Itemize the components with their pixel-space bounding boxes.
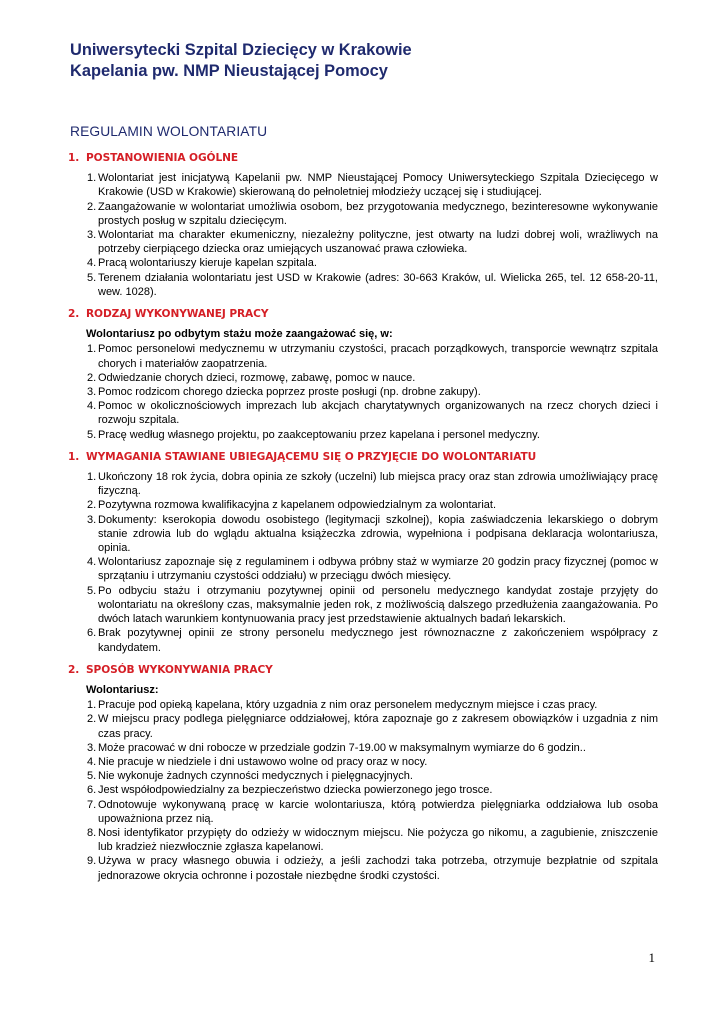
header-line-1: Uniwersytecki Szpital Dziecięcy w Krakowie — [70, 41, 412, 59]
list-item-number: 6. — [87, 784, 97, 797]
list-item — [68, 798, 658, 826]
list-item — [68, 200, 658, 228]
list-item — [68, 470, 658, 498]
section-number: 1. — [68, 152, 80, 164]
header-line-2: Kapelania pw. NMP Nieustającej Pomocy — [70, 62, 388, 80]
list-item-number: 3. — [87, 229, 97, 242]
list-item-text: Pracą wolontariuszy kieruje kapelan szpitala. — [98, 257, 317, 270]
list-item-text: Po odbyciu stażu i otrzymaniu pozytywnej opinii od personelu medycznego kandydat zostaje przyjęty do wolontariatu na określony czas, maksymalnie jeden rok, z możliwością dalszego przedłużenia zaangażowania. Po dwóch latach warunkiem kontynuowania pracy jest przedstawienie aktualnych badań lekarskich. — [98, 584, 658, 626]
section-heading-text: SPOSÓB WYKONYWANIA PRACY — [86, 663, 273, 676]
list-item — [68, 555, 658, 583]
list-item — [68, 171, 658, 199]
list-item-number: 5. — [87, 428, 97, 441]
section-heading-text: WYMAGANIA STAWIANE UBIEGAJĄCEMU SIĘ O PRZYJĘCIE DO WOLONTARIATU — [86, 450, 537, 463]
list-item-number: 2. — [87, 371, 97, 384]
list-item — [68, 783, 658, 797]
list-item-text: Pomoc w okolicznościowych imprezach lub akcjach charytatywnych organizowanych na rzecz chorych dzieci i rozwoju szpitala. — [98, 400, 658, 427]
list-item-number: 1. — [87, 172, 97, 185]
list-item-number: 1. — [87, 471, 97, 484]
list-item — [68, 256, 658, 270]
list-item — [68, 428, 658, 442]
list-item-number: 5. — [87, 584, 97, 597]
list-item — [68, 741, 658, 755]
list-item-text: Nie wykonuje żadnych czynności medycznych i pielęgnacyjnych. — [98, 770, 413, 783]
list-item-number: 2. — [87, 713, 97, 726]
list-item-text: Odnotowuje wykonywaną pracę w karcie wolontariusza, którą potwierdza pielęgniarka oddziałowa lub osoba upoważniona przez nią. — [98, 798, 658, 825]
list-item-number: 3. — [87, 741, 97, 754]
section-list — [68, 342, 658, 441]
section-heading-text: POSTANOWIENIA OGÓLNE — [86, 152, 238, 164]
list-item-text: Brak pozytywnej opinii ze strony personelu medycznego jest równoznaczne z zakończeniem współpracy z kandydatem. — [98, 627, 658, 654]
list-item — [68, 399, 658, 427]
list-item — [68, 385, 658, 399]
section-heading-text: RODZAJ WYKONYWANEJ PRACY — [86, 308, 269, 321]
section-heading — [68, 151, 658, 165]
list-item-number: 7. — [87, 798, 97, 811]
list-item-number: 3. — [87, 386, 97, 399]
list-item-number: 1. — [87, 699, 97, 712]
section-heading — [68, 307, 658, 321]
list-item-text: W miejscu pracy podlega pielęgniarce oddziałowej, która zapoznaje go z zakresem obowiązków i uzgadnia z nim czas pracy. — [98, 713, 658, 740]
list-item-text: Pozytywna rozmowa kwalifikacyjna z kapelanem odpowiedzialnym za wolontariat. — [98, 499, 497, 512]
section-heading — [68, 450, 658, 464]
list-item — [68, 712, 658, 740]
document-body — [68, 151, 658, 891]
list-item-text: Odwiedzanie chorych dzieci, rozmowę, zabawę, pomoc w nauce. — [98, 371, 416, 384]
list-item — [68, 371, 658, 385]
section-list — [68, 470, 658, 655]
list-item-number: 3. — [87, 513, 97, 526]
section-list — [68, 698, 658, 883]
list-item — [68, 342, 658, 370]
list-item-text: Wolontariat jest inicjatywą Kapelanii pw. NMP Nieustającej Pomocy Uniwersyteckiego Szpitala Dziecięcego w Krakowie (USD w Krakowie) skierowaną do pełnoletniej młodzieży uczącej się i studiującej. — [98, 172, 658, 199]
section-number: 2. — [68, 308, 80, 321]
section-lead: Wolontariusz: — [86, 683, 159, 696]
list-item-number: 5. — [87, 271, 97, 284]
list-item-number: 2. — [87, 200, 97, 213]
document-title: REGULAMIN WOLONTARIATU — [70, 124, 268, 139]
list-item-text: Pracuje pod opieką kapelana, który uzgadnia z nim oraz personelem medycznym miejsce i czas pracy. — [98, 699, 598, 712]
list-item-text: Wolontariusz zapoznaje się z regulaminem i odbywa próbny staż w wymiarze 20 godzin pracy fizycznej (pomoc w sprzątaniu i utrzymaniu czystości oddziału) w przeciągu dwóch miesięcy. — [98, 556, 658, 583]
list-item-number: 2. — [87, 499, 97, 512]
list-item-text: Jest współodpowiedzialny za bezpieczeństwo dziecka powierzonego jego trosce. — [98, 784, 493, 797]
list-item-number: 8. — [87, 826, 97, 839]
list-item — [68, 854, 658, 882]
list-item-text: Zaangażowanie w wolontariat umożliwia osobom, bez przygotowania medycznego, bezinteresowne wykonywanie prostych posług w szpitalu dziecięcym. — [98, 200, 658, 227]
list-item — [68, 826, 658, 854]
list-item-text: Terenem działania wolontariatu jest USD w Krakowie (adres: 30-663 Kraków, ul. Wielicka 265, tel. 12 658-20-11, wew. 1028). — [98, 271, 658, 298]
section-number: 2. — [68, 663, 80, 676]
section-heading — [68, 663, 658, 677]
list-item — [68, 698, 658, 712]
document-header — [70, 40, 412, 82]
list-item — [68, 513, 658, 556]
page-number: 1 — [648, 950, 655, 965]
list-item — [68, 584, 658, 627]
list-item-text: Pomoc rodzicom chorego dziecka poprzez proste posługi (np. drobne zakupy). — [98, 386, 481, 399]
list-item-text: Może pracować w dni robocze w przedziale godzin 7-19.00 w maksymalnym wymiarze do 6 godzin.. — [98, 741, 586, 754]
list-item-text: Pracę według własnego projektu, po zaakceptowaniu przez kapelana i personel medyczny. — [98, 428, 540, 441]
list-item-text: Ukończony 18 rok życia, dobra opinia ze szkoły (uczelni) lub miejsca pracy oraz stan zdrowia umożliwiający pracę fizyczną. — [98, 471, 658, 498]
list-item-number: 4. — [87, 257, 97, 270]
list-item — [68, 228, 658, 256]
list-item — [68, 498, 658, 512]
list-item — [68, 769, 658, 783]
list-item-text: Używa w pracy własnego obuwia i odzieży, a jeśli zachodzi taka potrzeba, otrzymuje bezpłatnie od szpitala jednorazowe okrycia ochronne i pozostałe niezbędne środki czystości. — [98, 855, 658, 882]
list-item-text: Dokumenty: kserokopia dowodu osobistego (legitymacji szkolnej), kopia zaświadczenia lekarskiego o dobrym stanie zdrowia lub do wglądu aktualna książeczka zdrowia, wypełniona i podpisana deklaracja wolontariusza, opinia. — [98, 513, 658, 555]
list-item-number: 4. — [87, 755, 97, 768]
list-item-text: Pomoc personelowi medycznemu w utrzymaniu czystości, pracach porządkowych, transporcie wewnątrz szpitala chorych i materiałów zaopatrzenia. — [98, 343, 658, 370]
list-item-number: 6. — [87, 627, 97, 640]
list-item-text: Nosi identyfikator przypięty do odzieży w widocznym miejscu. Nie pożycza go nikomu, a zagubienie, zniszczenie lub kradzież niezwłocznie zgłasza kapelanowi. — [98, 826, 658, 854]
list-item-number: 4. — [87, 400, 97, 413]
list-item-number: 5. — [87, 770, 97, 783]
list-item — [68, 271, 658, 299]
list-item — [68, 755, 658, 769]
section-lead: Wolontariusz po odbytym stażu może zaangażować się, w: — [86, 328, 393, 341]
list-item-number: 1. — [87, 343, 97, 356]
list-item-number: 4. — [87, 556, 97, 569]
list-item-text: Wolontariat ma charakter ekumeniczny, niezależny polityczne, jest otwarty na ludzi dobrej woli, wrażliwych na potrzeby cierpiącego dziecka oraz umiejących uszanować prawa człowieka. — [98, 229, 658, 256]
section-list — [68, 171, 658, 299]
section-number: 1. — [68, 450, 80, 463]
list-item-number: 9. — [87, 855, 97, 868]
list-item-text: Nie pracuje w niedziele i dni ustawowo wolne od pracy oraz w nocy. — [98, 755, 428, 768]
list-item — [68, 626, 658, 654]
